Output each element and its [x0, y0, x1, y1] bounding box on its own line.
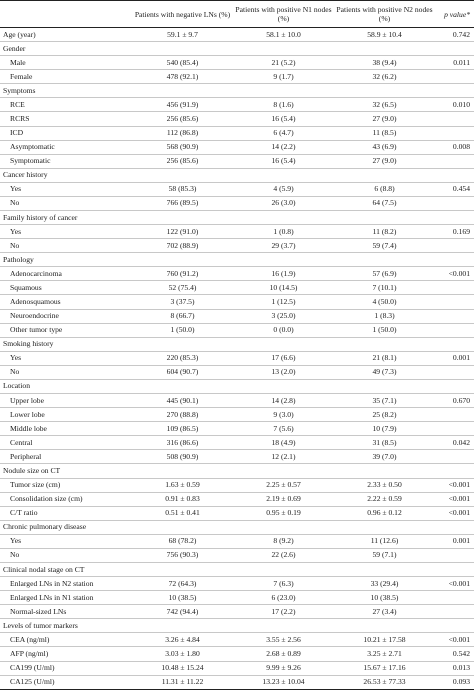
cell-positive-n2: 43 (6.9) [334, 140, 435, 154]
cell-positive-n2: 26.53 ± 77.33 [334, 675, 435, 689]
cell-negative-lns: 122 (91.0) [132, 225, 233, 239]
table-row [0, 56, 474, 70]
cell-negative-lns: 478 (92.1) [132, 70, 233, 84]
cell-positive-n1 [233, 168, 334, 182]
cell-negative-lns: 316 (86.6) [132, 436, 233, 450]
cell-p-value: 0.008 [435, 140, 474, 154]
cell-positive-n1: 58.1 ± 10.0 [233, 28, 334, 42]
cell-positive-n1: 17 (2.2) [233, 605, 334, 619]
cell-positive-n2: 27 (9.0) [334, 112, 435, 126]
cell-positive-n1 [233, 211, 334, 225]
row-label: Gender [0, 42, 132, 56]
cell-positive-n2: 35 (7.1) [334, 394, 435, 408]
cell-p-value: 0.011 [435, 56, 474, 70]
cell-p-value [435, 239, 474, 253]
cell-negative-lns: 10.48 ± 15.24 [132, 661, 233, 675]
cell-p-value [435, 295, 474, 309]
table-row [0, 675, 474, 689]
table-row [0, 309, 474, 323]
cell-negative-lns: 540 (85.4) [132, 56, 233, 70]
cell-p-value [435, 154, 474, 168]
cell-positive-n1 [233, 253, 334, 267]
cell-p-value [435, 70, 474, 84]
table-row [0, 647, 474, 661]
cell-negative-lns: 256 (85.6) [132, 112, 233, 126]
cell-positive-n2: 59 (7.4) [334, 239, 435, 253]
cell-p-value [435, 365, 474, 379]
cell-p-value [435, 408, 474, 422]
row-label: Symptoms [0, 84, 132, 98]
row-label: Enlarged LNs in N2 station [0, 577, 132, 591]
cell-negative-lns: 760 (91.2) [132, 267, 233, 281]
row-label: Nodule size on CT [0, 464, 132, 478]
row-label: Asymptomatic [0, 140, 132, 154]
cell-positive-n2: 31 (8.5) [334, 436, 435, 450]
cell-positive-n1 [233, 464, 334, 478]
cell-positive-n1: 16 (1.9) [233, 267, 334, 281]
cell-positive-n1: 6 (23.0) [233, 591, 334, 605]
cell-p-value: 0.454 [435, 182, 474, 196]
row-label: Middle lobe [0, 422, 132, 436]
cell-positive-n1: 10 (14.5) [233, 281, 334, 295]
cell-p-value [435, 196, 474, 210]
cell-negative-lns: 0.91 ± 0.83 [132, 492, 233, 506]
cell-positive-n2: 39 (7.0) [334, 450, 435, 464]
cell-negative-lns: 8 (66.7) [132, 309, 233, 323]
cell-positive-n2: 10.21 ± 17.58 [334, 633, 435, 647]
cell-negative-lns: 3 (37.5) [132, 295, 233, 309]
cell-p-value [435, 422, 474, 436]
cell-positive-n2: 2.22 ± 0.59 [334, 492, 435, 506]
cell-positive-n1: 13.23 ± 10.04 [233, 675, 334, 689]
row-label: Adenosquamous [0, 295, 132, 309]
cell-negative-lns: 1.63 ± 0.59 [132, 478, 233, 492]
row-label: Cancer history [0, 168, 132, 182]
cell-positive-n1: 29 (3.7) [233, 239, 334, 253]
cell-p-value: 0.542 [435, 647, 474, 661]
row-label: Female [0, 70, 132, 84]
cell-positive-n2: 49 (7.3) [334, 365, 435, 379]
cell-negative-lns [132, 253, 233, 267]
cell-negative-lns: 604 (90.7) [132, 365, 233, 379]
cell-positive-n1: 16 (5.4) [233, 112, 334, 126]
cell-positive-n1: 0.95 ± 0.19 [233, 506, 334, 520]
row-label: RCE [0, 98, 132, 112]
cell-negative-lns: 0.51 ± 0.41 [132, 506, 233, 520]
cell-positive-n2: 7 (10.1) [334, 281, 435, 295]
cell-p-value [435, 253, 474, 267]
cell-positive-n1: 2.68 ± 0.89 [233, 647, 334, 661]
cell-positive-n2: 0.96 ± 0.12 [334, 506, 435, 520]
table-row [0, 126, 474, 140]
row-label: Lower lobe [0, 408, 132, 422]
cell-positive-n1: 0 (0.0) [233, 323, 334, 337]
cell-p-value [435, 548, 474, 562]
cell-p-value [435, 309, 474, 323]
row-label: Squamous [0, 281, 132, 295]
cell-p-value [435, 591, 474, 605]
cell-positive-n1: 26 (3.0) [233, 196, 334, 210]
cell-p-value [435, 605, 474, 619]
cell-p-value [435, 323, 474, 337]
cell-negative-lns: 568 (90.9) [132, 140, 233, 154]
table-row [0, 112, 474, 126]
cell-positive-n1: 1 (12.5) [233, 295, 334, 309]
cell-negative-lns: 3.03 ± 1.80 [132, 647, 233, 661]
cell-positive-n2 [334, 211, 435, 225]
cell-positive-n2 [334, 619, 435, 633]
cell-negative-lns [132, 84, 233, 98]
table-row [0, 492, 474, 506]
cell-positive-n1 [233, 520, 334, 534]
table-row [0, 365, 474, 379]
cell-negative-lns: 256 (85.6) [132, 154, 233, 168]
cell-positive-n2: 11 (12.6) [334, 534, 435, 548]
cell-p-value [435, 450, 474, 464]
cell-positive-n1: 2.19 ± 0.69 [233, 492, 334, 506]
row-label: CA199 (U/ml) [0, 661, 132, 675]
cell-p-value: 0.010 [435, 98, 474, 112]
cell-positive-n2: 4 (50.0) [334, 295, 435, 309]
cell-negative-lns: 220 (85.3) [132, 351, 233, 365]
table-row [0, 661, 474, 675]
cell-positive-n1 [233, 84, 334, 98]
row-label: AFP (ng/ml) [0, 647, 132, 661]
section-header-row [0, 619, 474, 633]
table-row [0, 239, 474, 253]
row-label: RCRS [0, 112, 132, 126]
cell-p-value: 0.001 [435, 534, 474, 548]
row-label: Other tumor type [0, 323, 132, 337]
cell-positive-n1: 7 (6.3) [233, 577, 334, 591]
cell-positive-n2: 6 (8.8) [334, 182, 435, 196]
cell-positive-n2 [334, 168, 435, 182]
cell-negative-lns: 270 (88.8) [132, 408, 233, 422]
cell-positive-n1: 2.25 ± 0.57 [233, 478, 334, 492]
section-header-row [0, 464, 474, 478]
row-label: Yes [0, 225, 132, 239]
header-positive-n2: Patients with positive N2 nodes (%) [334, 1, 435, 28]
cell-p-value [435, 168, 474, 182]
cell-positive-n2: 57 (6.9) [334, 267, 435, 281]
table-header [0, 1, 474, 28]
cell-positive-n2: 10 (38.5) [334, 591, 435, 605]
table-row [0, 196, 474, 210]
row-label: Clinical nodal stage on CT [0, 562, 132, 576]
row-label: Consolidation size (cm) [0, 492, 132, 506]
cell-p-value: 0.001 [435, 351, 474, 365]
cell-negative-lns: 766 (89.5) [132, 196, 233, 210]
cell-p-value: 0.042 [435, 436, 474, 450]
row-label: No [0, 548, 132, 562]
cell-negative-lns [132, 520, 233, 534]
row-label: CA125 (U/ml) [0, 675, 132, 689]
cell-p-value: <0.001 [435, 492, 474, 506]
cell-positive-n1: 18 (4.9) [233, 436, 334, 450]
table-row [0, 295, 474, 309]
row-label: No [0, 196, 132, 210]
table-row [0, 70, 474, 84]
row-label: Smoking history [0, 337, 132, 351]
cell-positive-n1: 8 (1.6) [233, 98, 334, 112]
cell-positive-n2: 1 (8.3) [334, 309, 435, 323]
row-label: Neuroendocrine [0, 309, 132, 323]
cell-positive-n2 [334, 42, 435, 56]
cell-negative-lns: 742 (94.4) [132, 605, 233, 619]
table-row [0, 408, 474, 422]
row-label: Peripheral [0, 450, 132, 464]
cell-p-value: <0.001 [435, 506, 474, 520]
cell-positive-n1: 1 (0.8) [233, 225, 334, 239]
cell-positive-n2: 27 (9.0) [334, 154, 435, 168]
cell-positive-n1: 8 (9.2) [233, 534, 334, 548]
cell-negative-lns [132, 379, 233, 393]
cell-positive-n2 [334, 253, 435, 267]
cell-positive-n2 [334, 464, 435, 478]
table-row [0, 422, 474, 436]
table-row [0, 140, 474, 154]
table-row [0, 605, 474, 619]
cell-p-value: 0.093 [435, 675, 474, 689]
cell-positive-n2: 11 (8.2) [334, 225, 435, 239]
cell-positive-n1: 12 (2.1) [233, 450, 334, 464]
section-header-row [0, 562, 474, 576]
table-row [0, 450, 474, 464]
header-p-value-label: p value* [444, 9, 470, 19]
cell-positive-n2: 27 (3.4) [334, 605, 435, 619]
cell-positive-n1 [233, 379, 334, 393]
section-header-row [0, 28, 474, 42]
cell-negative-lns: 112 (86.8) [132, 126, 233, 140]
table-row [0, 577, 474, 591]
cell-positive-n1 [233, 619, 334, 633]
row-label: No [0, 239, 132, 253]
cell-negative-lns [132, 42, 233, 56]
cell-negative-lns: 109 (86.5) [132, 422, 233, 436]
header-p-value [435, 1, 474, 28]
table-row [0, 267, 474, 281]
cell-negative-lns [132, 337, 233, 351]
cell-positive-n2: 38 (9.4) [334, 56, 435, 70]
cell-positive-n1: 4 (5.9) [233, 182, 334, 196]
cell-positive-n1: 7 (5.6) [233, 422, 334, 436]
row-label: Adenocarcinoma [0, 267, 132, 281]
table-row [0, 182, 474, 196]
table-row [0, 351, 474, 365]
cell-negative-lns: 702 (88.9) [132, 239, 233, 253]
cell-negative-lns: 508 (90.9) [132, 450, 233, 464]
row-label: Tumor size (cm) [0, 478, 132, 492]
cell-negative-lns: 68 (78.2) [132, 534, 233, 548]
cell-p-value: <0.001 [435, 267, 474, 281]
table-row [0, 98, 474, 112]
cell-positive-n2: 33 (29.4) [334, 577, 435, 591]
cell-negative-lns: 58 (85.3) [132, 182, 233, 196]
cell-positive-n2 [334, 379, 435, 393]
cell-negative-lns: 456 (91.9) [132, 98, 233, 112]
table-row [0, 591, 474, 605]
cell-p-value: 0.013 [435, 661, 474, 675]
table-row [0, 548, 474, 562]
cell-positive-n1: 9.99 ± 9.26 [233, 661, 334, 675]
cell-positive-n1: 6 (4.7) [233, 126, 334, 140]
table-body [0, 28, 474, 690]
row-label: No [0, 365, 132, 379]
cell-negative-lns: 445 (90.1) [132, 394, 233, 408]
cell-positive-n2: 15.67 ± 17.16 [334, 661, 435, 675]
cell-positive-n1: 14 (2.2) [233, 140, 334, 154]
cell-negative-lns [132, 168, 233, 182]
cell-positive-n2 [334, 520, 435, 534]
section-header-row [0, 379, 474, 393]
cell-negative-lns: 52 (75.4) [132, 281, 233, 295]
cell-positive-n1: 17 (6.6) [233, 351, 334, 365]
table-row [0, 323, 474, 337]
table-row [0, 633, 474, 647]
row-label: Male [0, 56, 132, 70]
section-header-row [0, 337, 474, 351]
table-row [0, 225, 474, 239]
cell-positive-n1: 21 (5.2) [233, 56, 334, 70]
row-label: Yes [0, 351, 132, 365]
table-row [0, 534, 474, 548]
cell-positive-n2: 3.25 ± 2.71 [334, 647, 435, 661]
row-label: CEA (ng/ml) [0, 633, 132, 647]
cell-positive-n1: 16 (5.4) [233, 154, 334, 168]
cell-p-value [435, 112, 474, 126]
cell-positive-n2: 58.9 ± 10.4 [334, 28, 435, 42]
cell-positive-n1: 22 (2.6) [233, 548, 334, 562]
cell-positive-n2: 11 (8.5) [334, 126, 435, 140]
header-negative-lns: Patients with negative LNs (%) [132, 1, 233, 28]
cell-positive-n1: 3 (25.0) [233, 309, 334, 323]
row-label: Age (year) [0, 28, 132, 42]
table-row [0, 154, 474, 168]
row-label: Chronic pulmonary disease [0, 520, 132, 534]
cell-negative-lns: 756 (90.3) [132, 548, 233, 562]
cell-p-value [435, 464, 474, 478]
cell-positive-n2: 64 (7.5) [334, 196, 435, 210]
header-positive-n1: Patients with positive N1 nodes (%) [233, 1, 334, 28]
cell-positive-n2 [334, 562, 435, 576]
section-header-row [0, 253, 474, 267]
cell-p-value [435, 379, 474, 393]
cell-positive-n1: 13 (2.0) [233, 365, 334, 379]
row-label: Upper lobe [0, 394, 132, 408]
section-header-row [0, 211, 474, 225]
cell-positive-n2: 1 (50.0) [334, 323, 435, 337]
cell-negative-lns [132, 211, 233, 225]
cell-positive-n2: 25 (8.2) [334, 408, 435, 422]
cell-p-value: <0.001 [435, 633, 474, 647]
cell-p-value: <0.001 [435, 577, 474, 591]
cell-p-value [435, 42, 474, 56]
cell-positive-n2: 21 (8.1) [334, 351, 435, 365]
cell-negative-lns [132, 562, 233, 576]
cell-negative-lns [132, 464, 233, 478]
table-row [0, 436, 474, 450]
cell-p-value: <0.001 [435, 478, 474, 492]
cell-negative-lns: 11.31 ± 11.22 [132, 675, 233, 689]
section-header-row [0, 42, 474, 56]
cell-negative-lns: 59.1 ± 9.7 [132, 28, 233, 42]
cell-positive-n2: 59 (7.1) [334, 548, 435, 562]
cell-positive-n1: 14 (2.8) [233, 394, 334, 408]
header-row [0, 1, 474, 28]
row-label: ICD [0, 126, 132, 140]
cell-negative-lns: 10 (38.5) [132, 591, 233, 605]
cell-positive-n2: 32 (6.2) [334, 70, 435, 84]
row-label: Pathology [0, 253, 132, 267]
cell-positive-n2 [334, 84, 435, 98]
cell-p-value [435, 520, 474, 534]
cell-p-value [435, 281, 474, 295]
section-header-row [0, 520, 474, 534]
table-row [0, 281, 474, 295]
section-header-row [0, 84, 474, 98]
row-label: Yes [0, 534, 132, 548]
row-label: Family history of cancer [0, 211, 132, 225]
cell-p-value [435, 126, 474, 140]
cell-negative-lns: 3.26 ± 4.84 [132, 633, 233, 647]
table-row [0, 394, 474, 408]
row-label: Levels of tumor markers [0, 619, 132, 633]
cell-p-value [435, 337, 474, 351]
cell-p-value: 0.169 [435, 225, 474, 239]
cell-p-value [435, 562, 474, 576]
row-label: Yes [0, 182, 132, 196]
cell-positive-n1: 9 (3.0) [233, 408, 334, 422]
cell-p-value [435, 84, 474, 98]
cell-positive-n1: 3.55 ± 2.56 [233, 633, 334, 647]
cell-positive-n2: 32 (6.5) [334, 98, 435, 112]
cell-p-value [435, 211, 474, 225]
cell-positive-n2: 2.33 ± 0.50 [334, 478, 435, 492]
cell-p-value: 0.670 [435, 394, 474, 408]
row-label: Enlarged LNs in N1 station [0, 591, 132, 605]
cell-negative-lns: 1 (50.0) [132, 323, 233, 337]
cell-negative-lns: 72 (64.3) [132, 577, 233, 591]
cell-positive-n1: 9 (1.7) [233, 70, 334, 84]
row-label: Central [0, 436, 132, 450]
row-label: Normal-sized LNs [0, 605, 132, 619]
cell-positive-n2: 10 (7.9) [334, 422, 435, 436]
section-header-row [0, 168, 474, 182]
header-variable [0, 1, 132, 28]
row-label: C/T ratio [0, 506, 132, 520]
cell-p-value: 0.742 [435, 28, 474, 42]
cell-negative-lns [132, 619, 233, 633]
table-row [0, 478, 474, 492]
cell-positive-n2 [334, 337, 435, 351]
table-row [0, 506, 474, 520]
cell-p-value [435, 619, 474, 633]
cell-positive-n1 [233, 42, 334, 56]
row-label: Location [0, 379, 132, 393]
cell-positive-n1 [233, 562, 334, 576]
row-label: Symptomatic [0, 154, 132, 168]
cell-positive-n1 [233, 337, 334, 351]
